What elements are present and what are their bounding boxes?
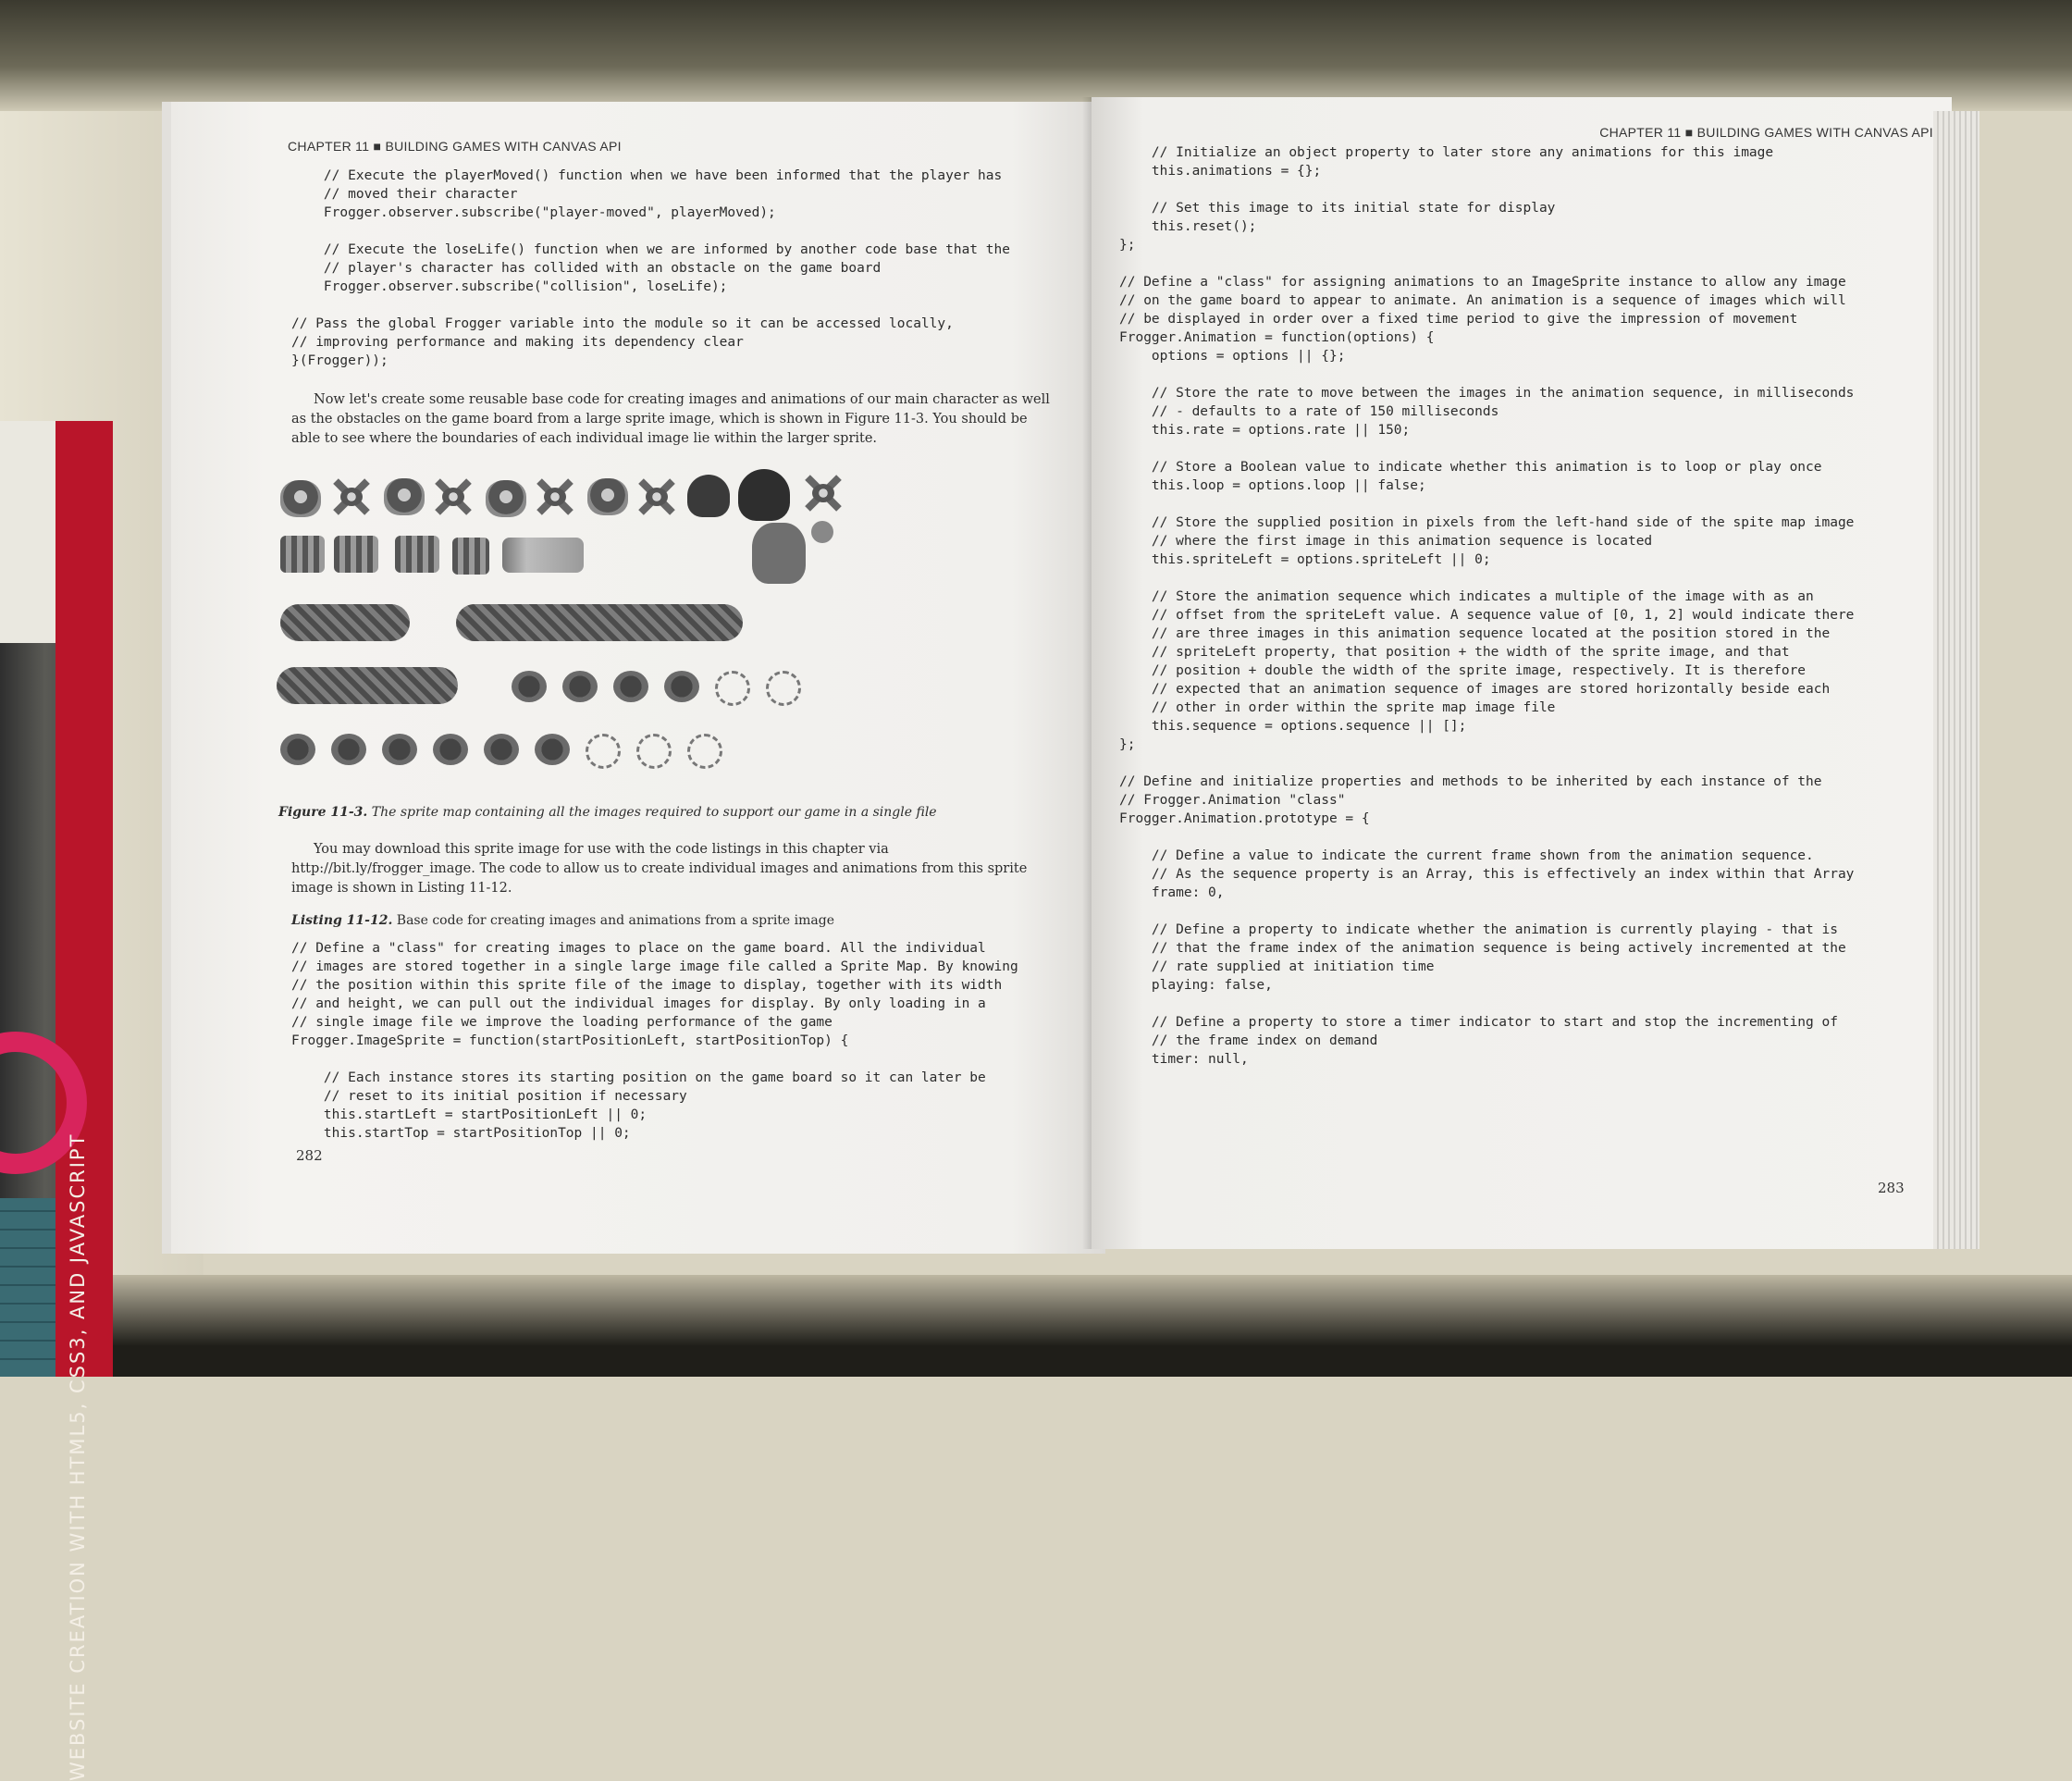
sprite-bear xyxy=(752,523,806,584)
right-page-content xyxy=(1119,125,1933,1069)
sprite-car xyxy=(280,536,325,573)
sprite-turtle xyxy=(512,671,547,702)
sprite-turtle xyxy=(613,671,648,702)
sprite-log-medium xyxy=(277,667,458,704)
sprite-turtle xyxy=(331,734,366,765)
background-ledge xyxy=(0,0,2072,111)
sprite-crossbones xyxy=(803,473,844,513)
sprite-turtle-diving xyxy=(586,734,621,769)
figure-label: Figure 11-3. xyxy=(278,805,368,820)
sprite-frog-jump xyxy=(535,476,575,517)
sprite-turtle xyxy=(664,671,699,702)
listing-caption xyxy=(291,913,1059,928)
spine-grid-graphic xyxy=(0,1198,56,1377)
left-page-content xyxy=(278,139,1059,1143)
sprite-log-short xyxy=(280,604,410,641)
left-code-block-2: // Define a "class" for creating images to place on the game board. All the individual // images are stored together in a single large image file called a Sprite Map. By knowing // the position within this sprite file of the image to display, together with its width // and height, we can pull out the individual images for display. By only loading in a // single image file we improve the loading performance of the game Frogger.ImageSprite = function(startPositionLeft, startPositionTop) { // Each instance stores its starting position on the game board so it can later be // reset to its initial position if necessary this.startLeft = startPositionLeft || 0; this.startTop = startPositionTop || 0; xyxy=(291,941,1018,1141)
sprite-turtle xyxy=(382,734,417,765)
figure-caption-text: The sprite map containing all the images required to support our game in a single file xyxy=(371,805,937,820)
right-page xyxy=(1092,97,1952,1249)
left-page-number: 282 xyxy=(296,1147,323,1164)
sprite-turtle xyxy=(484,734,519,765)
sprite-skull-large xyxy=(738,469,790,521)
left-paragraph-2: You may download this sprite image for use with the code listings in this chapter via http://bit.ly/frogger_image. The code to allow us to create individual images and animations from this sprite image is shown in Listing 11-12. xyxy=(291,842,1028,896)
sprite-turtle-diving xyxy=(715,671,750,706)
left-paragraph-1: Now let's create some reusable base code for creating images and animations of our main character as well as the obstacles on the game board from a large sprite image, which is shown in Figure 11-3. You should be able to see where the boundaries of each individual image lie within the larger sprite. xyxy=(291,392,1050,446)
figure-caption xyxy=(278,805,1059,820)
left-running-head: CHAPTER 11 ■ BUILDING GAMES WITH CANVAS API xyxy=(288,139,622,154)
sprite-truck xyxy=(502,538,584,573)
sprite-frog-jump xyxy=(636,476,677,517)
sprite-turtle xyxy=(280,734,315,765)
left-page xyxy=(171,102,1105,1254)
sprite-skull xyxy=(687,475,730,517)
listing-label: Listing 11-12. xyxy=(291,913,393,928)
listing-title: Base code for creating images and animations from a sprite image xyxy=(396,913,835,928)
sprite-car xyxy=(452,538,489,575)
sprite-turtle xyxy=(535,734,570,765)
sprite-turtle-diving xyxy=(766,671,801,706)
left-code-block-1: // Execute the playerMoved() function when we have been informed that the player has // moved their character Frogger.observer.subscribe("player-moved", playerMoved); // Execute the loseLife() function when we are informed by another code base that the // player's character has collided with an obstacle on the game board Frogger.observer.subscribe("collision", loseLife); // Pass the global Frogger variable into the module so it can be accessed locally, // improving performance and making its dependency clear }(Frogger)); xyxy=(291,168,1010,368)
sprite-frog-jump xyxy=(433,476,474,517)
right-page-number: 283 xyxy=(1878,1180,1905,1196)
sprite-turtle-diving xyxy=(687,734,722,769)
sprite-frog-jump xyxy=(331,476,372,517)
page-edges xyxy=(1933,111,1980,1249)
right-code-block: // Initialize an object property to later store any animations for this image this.animations = {}; // Set this image to its initial state for display this.reset(); }; // Define a "class" for assigning animations to an ImageSprite instance to allow any image // on the game board to appear to animate. An animation is a sequence of images which will // be displayed in order over a fixed time period to give the impression of movement Frogger.Animation = function(options) { options = options || {}; // Store the rate to move between the images in the animation sequence, in milliseconds // - defaults to a rate of 150 milliseconds this.rate = options.rate || 150; // Store a Boolean value to indicate whether this animation is to loop or play once this.loop = options.loop || false; // Store the supplied position in pixels from the left-hand side of the spite map image // where the first image in this animation sequence is located this.spriteLeft = options.spriteLeft || 0; // Store the animation sequence which indicates a multiple of the image with as an // offset from the spriteLeft value. A sequence value of [0, 1, 2] would indicate there // are three images in this animation sequence located at the position stored in the // spriteLeft property, that position + the width of the sprite image, and that // position + double the width of the sprite image, respectively. It is therefore // expected that an animation sequence of images are stored horizontally beside each // other in order within the sprite map image file this.sequence = options.sequence || []; }; // Define and initialize properties and methods to be inherited by each instance of the // Frogger.Animation "class" Frogger.Animation.prototype = { // Define a value to indicate the current frame shown from the animation sequence. // As the sequence property is an Array, this is effectively an index within that Array frame: 0, // Define a property to indicate whether the animation is currently playing - that is // that the frame index of the animation sequence is being actively incremented at the // rate supplied at initiation time playing: false, // Define a property to store a timer indicator to start and stop the incrementing of // the frame index on demand timer: null, xyxy=(1119,145,1855,1067)
sprite-frog xyxy=(384,478,425,515)
sprite-bear-small xyxy=(811,521,833,543)
sprite-car xyxy=(395,536,439,573)
sprite-log-long xyxy=(456,604,743,641)
sprite-frog xyxy=(486,480,526,517)
side-book-spine xyxy=(0,421,113,1781)
sprite-car xyxy=(334,536,378,573)
spine-title: WEBSITE CREATION WITH HTML5, CSS3, AND JAVASCRIPT xyxy=(67,1132,89,1781)
sprite-turtle-diving xyxy=(636,734,672,769)
sprite-turtle xyxy=(433,734,468,765)
right-running-head: CHAPTER 11 ■ BUILDING GAMES WITH CANVAS API xyxy=(1599,125,1933,140)
sprite-map-figure xyxy=(280,469,798,788)
sprite-frog xyxy=(280,480,321,517)
background-floor xyxy=(0,1275,2072,1377)
sprite-turtle xyxy=(562,671,598,702)
sprite-frog xyxy=(587,478,628,515)
